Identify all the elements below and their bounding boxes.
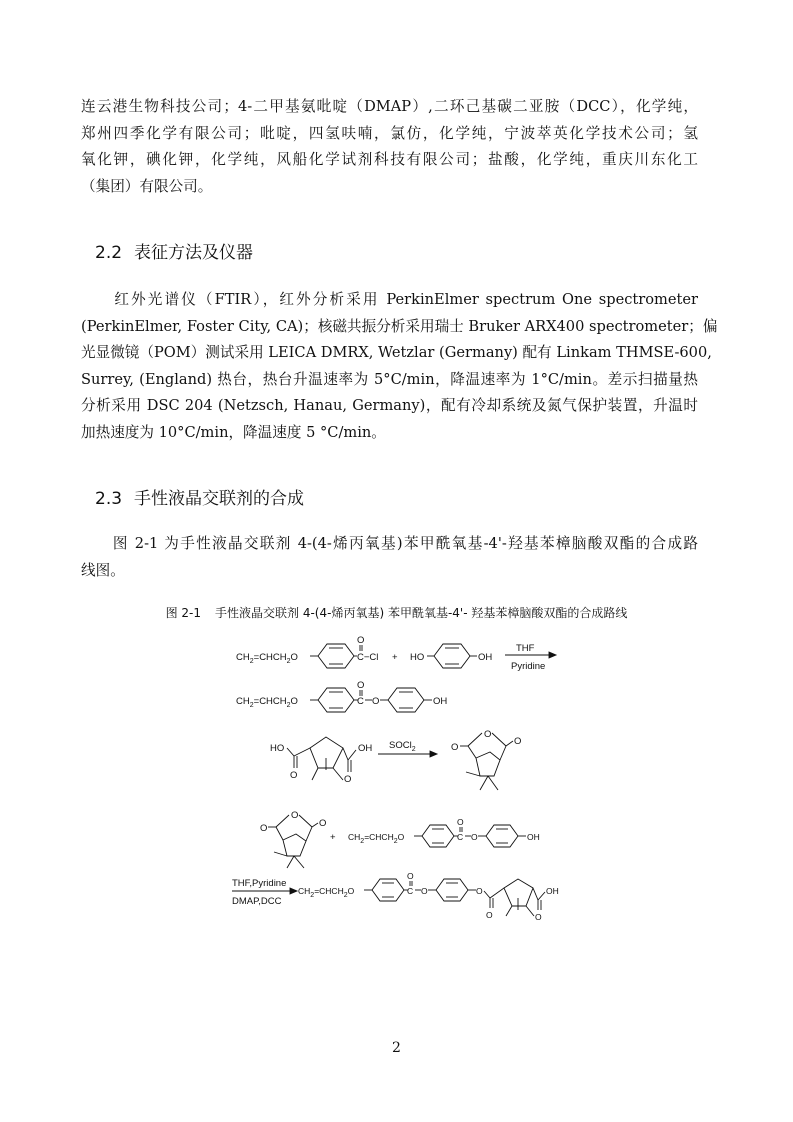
text-line: 图 2-1 为手性液晶交联剂 4-(4-烯丙氧基)苯甲酰氧基-4'-羟基苯樟脑酸双酯的合成路 <box>81 535 698 552</box>
text-line: 线图。 <box>81 561 125 579</box>
plus-sign: + <box>392 652 398 663</box>
svg-text:HO: HO <box>270 743 285 754</box>
intermediate-ester <box>236 680 447 712</box>
svg-text:O: O <box>535 912 542 922</box>
svg-text:O: O <box>291 810 299 821</box>
paragraph-instruments <box>81 287 718 447</box>
reaction-arrow-socl2 <box>378 740 437 757</box>
paragraph-reagents <box>81 94 698 200</box>
svg-text:O: O <box>407 871 414 881</box>
reaction-arrow-1 <box>505 643 556 672</box>
camphoric-anhydride-2 <box>260 810 326 868</box>
reaction-arrow-final <box>232 878 297 907</box>
plus-sign-2: + <box>330 832 336 843</box>
svg-text:THF: THF <box>516 643 535 654</box>
text-line: 分析采用 DSC 204 (Netzsch, Hanau, Germany)，配有冷却系统及氮气保护装置，升温时 <box>81 397 698 415</box>
svg-text:CH2=CHCH2O: $CH_2=CHCH_2O$ <box>236 652 298 665</box>
svg-text:O: O <box>451 742 459 753</box>
svg-text:OH: OH <box>433 696 448 707</box>
paragraph-synthesis-intro <box>81 531 698 584</box>
text-line: （集团）有限公司。 <box>81 177 213 195</box>
svg-text:O: O <box>471 832 478 842</box>
svg-text:HO: HO <box>410 652 425 663</box>
svg-text:OH: OH <box>358 743 373 754</box>
synthesis-scheme <box>0 620 793 940</box>
svg-text:O: O <box>344 774 352 785</box>
figure-caption-text: 手性液晶交联剂 4-(4-烯丙氧基) 苯甲酰氧基-4'- 羟基苯樟脑酸双酯的合成路线 <box>215 606 628 620</box>
section-number: 2.3 <box>95 489 123 509</box>
text-line: 加热速度为 10°C/min，降温速度 5 °C/min。 <box>81 423 386 441</box>
svg-text:C: C <box>357 696 364 707</box>
svg-text:Pyridine: Pyridine <box>511 661 546 672</box>
text-line: 氧化钾，碘化钾，化学纯，风船化学试剂科技有限公司；盐酸，化学纯，重庆川东化工 <box>81 151 698 169</box>
section-title: 手性液晶交联剂的合成 <box>134 489 305 509</box>
svg-text:DMAP,DCC: DMAP,DCC <box>232 896 282 907</box>
svg-text:O: O <box>514 736 522 747</box>
svg-text:O: O <box>290 770 298 781</box>
text-line: 光显微镜（POM）测试采用 LEICA DMRX, Wetzlar (Germany) 配有 Linkam THMSE-600, <box>81 344 712 362</box>
svg-text:C: C <box>407 886 414 896</box>
section-title: 表征方法及仪器 <box>134 243 254 263</box>
svg-text:OH: OH <box>527 832 540 842</box>
svg-text:SOCl2: SOCl$_2$ <box>389 740 416 753</box>
svg-text:CH2=CHCH2O: $CH_2=CHCH_2O$ <box>348 832 405 845</box>
camphoric-acid <box>270 737 372 785</box>
svg-text:THF,Pyridine: THF,Pyridine <box>232 878 287 889</box>
svg-text:CH2=CHCH2O: $CH_2=CHCH_2O$ <box>236 696 298 709</box>
camphoric-anhydride <box>451 729 521 790</box>
text-line: 红外光谱仪（FTIR），红外分析采用 PerkinElmer spectrum One spectrometer <box>81 291 698 308</box>
page-number: 2 <box>392 1040 401 1056</box>
section-heading-2-3 <box>95 484 304 509</box>
text-line: 连云港生物科技公司；4-二甲基氨吡啶（DMAP）,二环己基碳二亚胺（DCC），化学纯， <box>81 98 698 115</box>
svg-text:O: O <box>421 886 428 896</box>
svg-text:C: C <box>457 832 464 842</box>
svg-text:O: O <box>476 886 483 896</box>
svg-text:O: O <box>372 696 380 707</box>
text-line: (PerkinElmer, Foster City, CA)；核磁共振分析采用瑞士 Bruker ARX400 spectrometer；偏 <box>81 317 718 335</box>
final-product <box>298 871 559 922</box>
text-line: 郑州四季化学有限公司；吡啶，四氢呋喃，氯仿，化学纯，宁波萃英化学技术公司；氢 <box>81 124 698 142</box>
svg-text:OH: OH <box>478 652 493 663</box>
svg-text:O: O <box>357 635 365 646</box>
svg-text:CH2=CHCH2O: $CH_2=CHCH_2O$ <box>298 886 355 899</box>
svg-text:O: O <box>319 818 327 829</box>
svg-text:C−Cl: C−Cl <box>357 652 379 663</box>
svg-text:OH: OH <box>546 886 559 896</box>
svg-text:O: O <box>484 729 492 740</box>
text-line: Surrey, (England) 热台，热台升温速率为 5°C/min，降温速率为 1°C/min。差示扫描量热 <box>81 370 698 388</box>
allyloxybenzoyl-chloride <box>236 635 378 668</box>
hydroquinone <box>410 644 492 668</box>
section-number: 2.2 <box>95 243 123 263</box>
figure-caption <box>0 604 793 621</box>
intermediate-ester-2 <box>348 817 540 847</box>
svg-text:O: O <box>457 817 464 827</box>
section-heading-2-2 <box>95 238 253 263</box>
svg-text:O: O <box>260 823 268 834</box>
svg-text:O: O <box>357 680 365 691</box>
figure-number: 图 2-1 <box>165 606 202 620</box>
svg-text:O: O <box>486 910 493 920</box>
